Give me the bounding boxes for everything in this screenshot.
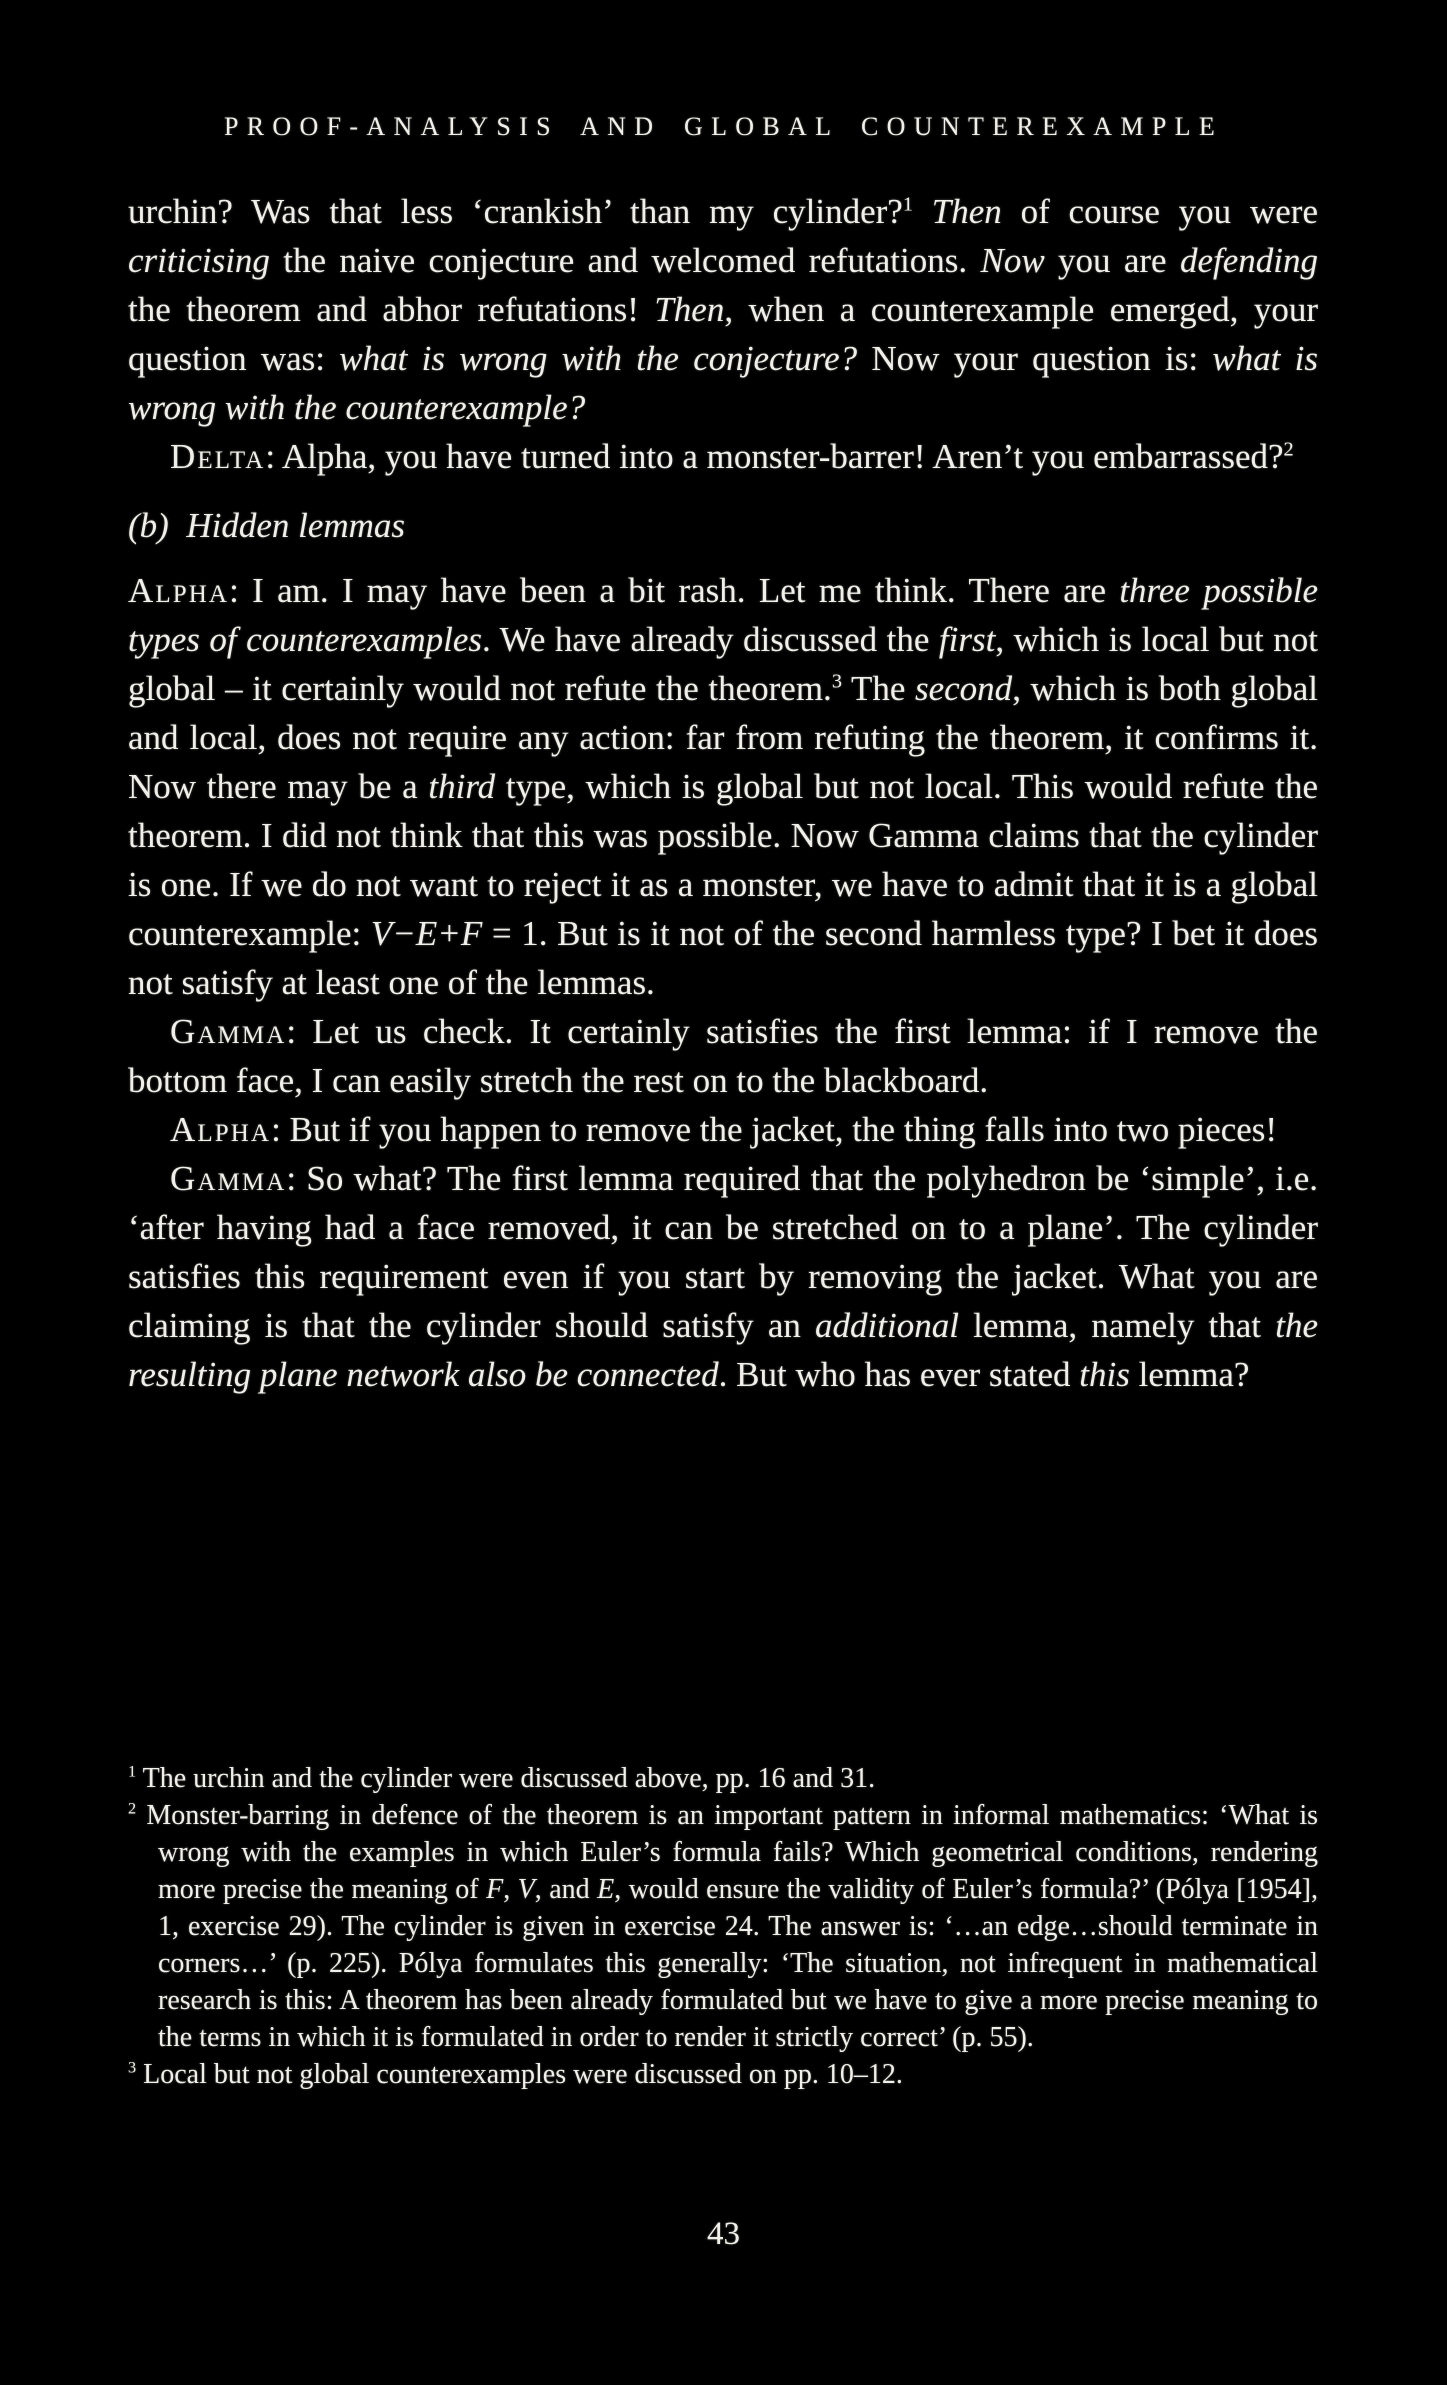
page-number: 43: [707, 2216, 740, 2252]
footnote-2: $^2$ Monster-barring in defence of the theorem is an important pattern in informal mathematics: ‘What is wrong with the examples in which Euler’s formula fails? Which geometrical conditions, rendering more precise the meaning of F, V, and E, would ensure the validity of Euler’s formula?’ (Pólya [1954], 1, exercise 29). The cylinder is given in exercise 24. The answer is: ‘…an edge…should terminate in corners…’ (p. 225). Pólya formulates this generally: ‘The situation, not infrequent in mathematical research is this: A theorem has been already formulated but we have to give a more precise meaning to the terms in which it is formulated in order to render it strictly correct’ (p. 55).: [128, 1799, 1318, 2053]
paragraph-gamma-speech-1: Gamma: Let us check. It certainly satisfies the first lemma: if I remove the bottom face, I can easily stretch the rest on to the blackboard.: [128, 1012, 1318, 1100]
body-text: [128, 187, 1318, 1399]
paragraph-urchin-continuation: urchin? Was that less ‘crankish’ than my cylinder?$^1$ Then of course you were criticising the naive conjecture and welcomed refutations. Now you are defending the theorem and abhor refutations! Then, when a counterexample emerged, your question was: what is wrong with the conjecture? Now your question is: what is wrong with the counterexample?: [128, 192, 1318, 427]
section-heading-hidden-lemmas: (b) Hidden lemmas: [128, 506, 406, 545]
footnotes-block: [128, 1760, 1318, 2093]
footnote-1: $^1$ The urchin and the cylinder were discussed above, pp. 16 and 31.: [128, 1762, 876, 1794]
paragraph-gamma-speech-2: Gamma: So what? The first lemma required that the polyhedron be ‘simple’, i.e. ‘after having had a face removed, it can be stretched on to a plane’. The cylinder satisfies this requirement even if you start by removing the jacket. What you are claiming is that the cylinder should satisfy an additional lemma, namely that the resulting plane network also be connected. But who has ever stated this lemma?: [128, 1159, 1318, 1394]
paragraph-delta-speech: Delta: Alpha, you have turned into a monster-barrer! Aren’t you embarrassed?$^2$: [170, 437, 1294, 476]
running-head: PROOF-ANALYSIS AND GLOBAL COUNTEREXAMPLE: [223, 112, 1224, 141]
paragraph-alpha-speech-2: Alpha: But if you happen to remove the jacket, the thing falls into two pieces!: [170, 1110, 1278, 1149]
footnote-3: $^3$ Local but not global counterexamples were discussed on pp. 10–12.: [128, 2058, 903, 2090]
paragraph-alpha-speech-1: Alpha: I am. I may have been a bit rash. Let me think. There are three possible types of counterexamples. We have already discussed the first, which is local but not global – it certainly would not refute the theorem.$^3$ The second, which is both global and local, does not require any action: far from refuting the theorem, it confirms it. Now there may be a third type, which is global but not local. This would refute the theorem. I did not think that this was possible. Now Gamma claims that the cylinder is one. If we do not want to reject it as a monster, we have to admit that it is a global counterexample: V−E+F = 1. But is it not of the second harmless type? I bet it does not satisfy at least one of the lemmas.: [128, 571, 1318, 1002]
